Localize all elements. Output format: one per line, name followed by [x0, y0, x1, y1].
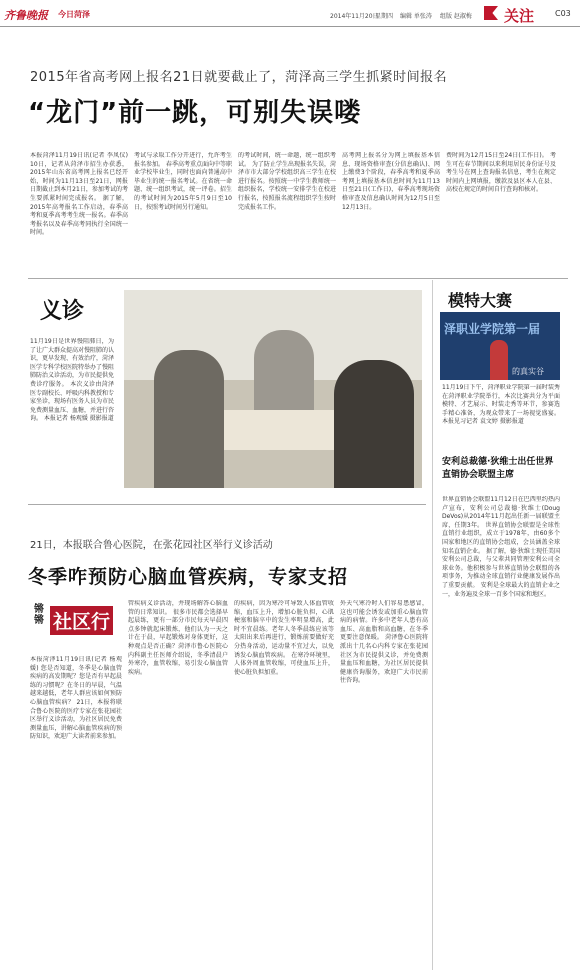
- lead-kicker: 2015年省高考网上报名21日就要截止了，菏泽高三学生抓紧时间报名: [30, 70, 448, 85]
- community-column-4: 外天气寒冷时人们容易患感冒，这也可能会诱发或加重心脑血管病的病情。许多中老年人患有高血压、高血脂和高血糖，在冬季更要注意保暖。 菏泽鲁心医院将派出十几名心内科专家在张花园社区为市民提供义诊，并免费测量血压和血糖，为社区居民提供健康咨询服务，欢迎广大市民前往咨询。: [340, 600, 428, 685]
- lead-headline: “龙门”前一跳，可别失误喽: [28, 98, 362, 128]
- clinic-title: 义诊: [40, 299, 85, 324]
- header-weekday: 星期四: [375, 13, 394, 20]
- lead-column-4: 高考网上报名分为网上填报基本信息、现场资格审查(分信息确认)、网上缴费3个阶段，春季高考和夏季高考网上填报基本信息时间为11月13日至21日(工作日)，春季高考现场资格审查及信息确认时间为12月5日至12月13日。: [342, 152, 440, 211]
- clinic-photo: [124, 290, 422, 488]
- amway-headline: 安利总裁德·狄维士出任世界直销协会联盟主席: [442, 457, 554, 480]
- model-photo-figure: [490, 340, 508, 380]
- sidebar-divider: [432, 280, 433, 970]
- community-column-2: 管疾病义诊活动，并现场解答心脑血管的日常知识。 很多市民都会选择早起晨练，更有一部分市民每天早晨四点多钟就起床锻炼，他们认为一天之计在于晨，早起锻炼对身体更好，这种观点是否正确？菏泽市鲁心医院心内科副主任医师介绍说，冬季清晨户外寒冷，血管收缩，易引发心脑血管疾病。: [128, 600, 228, 676]
- header-date: 2014年11月20日: [330, 13, 379, 20]
- model-photo: [440, 312, 560, 380]
- lead-column-5: 费时间为12月15日至24日(工作日)。 考生可在春节期间以来利用居民身份证号及考生号在网上查询报名信息，考生在规定时间内上网填报，缴款及县区本人在县、高校在规定的时间自行查询和核对。: [446, 152, 556, 194]
- model-photo-caption: 的真实谷: [512, 367, 544, 376]
- community-column-1: 本报菏泽11月19日讯(记者 杨观媛) 您是否知道，冬季是心脑血管疾病的高发期呢？您是否有早起晨练的习惯呢？在冬日的早晨，气温越来越低，老年人群应该如何预防心脑血管疾病？ 21日，本报将联合鲁心医院的医疗专家在张花园社区举行义诊活动，为社区居民免费测量血压，讲解心脑血管疾病的预防知识，欢迎广大读者前来参加。: [30, 656, 122, 741]
- newspaper-logo: 齐鲁晚报: [4, 9, 48, 22]
- header-proof: 组版 赵淑梅: [440, 13, 472, 20]
- badge-arrow-icon: [484, 6, 498, 20]
- model-body: 11月19日下午，菏泽职业学院第一届时装秀在菏泽职业学院举行，本次比赛共分为平面模特、才艺展示、时装走秀等环节，参赛选手精心准备，为观众带来了一场视觉盛宴。 本报见习记者 袁文婷 摄影报道: [442, 384, 560, 426]
- community-headline: 冬季咋预防心脑血管疾病，专家支招: [28, 566, 349, 588]
- community-logo-top: 锵锵: [34, 604, 44, 626]
- lead-column-2: 考试与录取工作分开进行，允许考生报名参加。 春季高考重点面向中等职业学校毕业生，同时也面向普通高中毕业生的统一报名考试。在省统一命题、统一组织考试，统一评卷。招生的考试时间为2015年5月9日至10日，按照考试时间另行通知。: [134, 152, 232, 211]
- lead-column-1: 本报菏泽11月19日讯(记者 李凤仪) 10日，记者从菏泽市招生办获悉，2015年山东省高考网上报名已经开始，时间为11月13日至21日，网报日期截止到本月21日，参加考试的考生要抓紧时间完成报名。 据了解，2015年高考报名工作启动，春季高考和夏季高考考生统一报名。春季高考报名以及春季高考同执行全国统一时间。: [30, 152, 128, 237]
- photo-person-left: [154, 350, 224, 488]
- community-logo: [34, 598, 124, 648]
- section-badge: 关注: [504, 7, 535, 25]
- page-header: [0, 0, 580, 28]
- community-logo-main: 社区行: [50, 606, 113, 635]
- community-top-rule: [28, 504, 426, 505]
- page-number: C03: [555, 9, 571, 18]
- header-editor: 编辑 单张涛: [400, 13, 432, 20]
- lead-column-3: 的考试时间，统一命题，统一组织考试。 为了防止学生出现报名失误，菏泽市市大部分学校组织高三学生在校进行报名。按照统一中学生教师统一组织报名，学校统一安排学生在校进行报名，按照报名流程组织学生按时完成报名工作。: [238, 152, 336, 211]
- community-kicker: 21日，本报联合鲁心医院，在张花园社区举行义诊活动: [30, 540, 273, 551]
- header-rule: [0, 26, 580, 27]
- community-column-3: 的疾病，因为寒冷可导致人体血管收缩，血压上升，增加心脏负担，心肌梗塞和脑卒中的发生率明显增高，此时不宜晨练。老年人冬季晨练应该等太阳出来后再进行，锻炼前要做好充分热身活动，运动量不宜过大，以免诱发心脑血管疾病。 在寒冷环境里，人体外周血管收缩，可使血压上升，使心脏负担加重。: [234, 600, 334, 676]
- model-title: 模特大赛: [448, 291, 513, 310]
- amway-body: 世界直销协会联盟11月12日在巴西里约热内卢宣布，安利公司总裁德·狄维士(Doug DeVos)从2014年11月起出任新一届联盟主席，任期3年。 世界直销协会联盟是全球性直销行业组织，成立于1978年，由60多个国家和地区的直销协会组成，会员涵盖全球知名直销企业。 据了解，德·狄维士现任美国安利公司总裁，与父辈共同管理安利公司全球业务。他积极参与世界直销协会联盟的各项事务，为推动全球直销行业健康发展作出了重要贡献。 安利是全球最大的直销企业之一，业务遍及全球一百多个国家和地区。: [442, 496, 560, 598]
- photo-table: [224, 410, 344, 450]
- clinic-body: 11月19日是世界慢阻肺日，为了让广大群众提高对慢阻肺的认识，更早发现、有效治疗，菏泽医学专科学校医院特举办了慢阻肺防治义诊活动，为市民提供免费诊疗服务。 本次义诊由菏泽医专副校长、呼吸内科教授和专家坐诊，现场有医务人员为市民免费测量血压、血糖，并进行咨询。 本报记者 杨观媛 摄影报道: [30, 338, 114, 423]
- photo-person-right: [334, 360, 414, 488]
- lead-bottom-rule: [28, 278, 568, 279]
- section-name: 今日菏泽: [58, 10, 90, 19]
- model-photo-banner: 泽职业学院第一届: [444, 322, 541, 336]
